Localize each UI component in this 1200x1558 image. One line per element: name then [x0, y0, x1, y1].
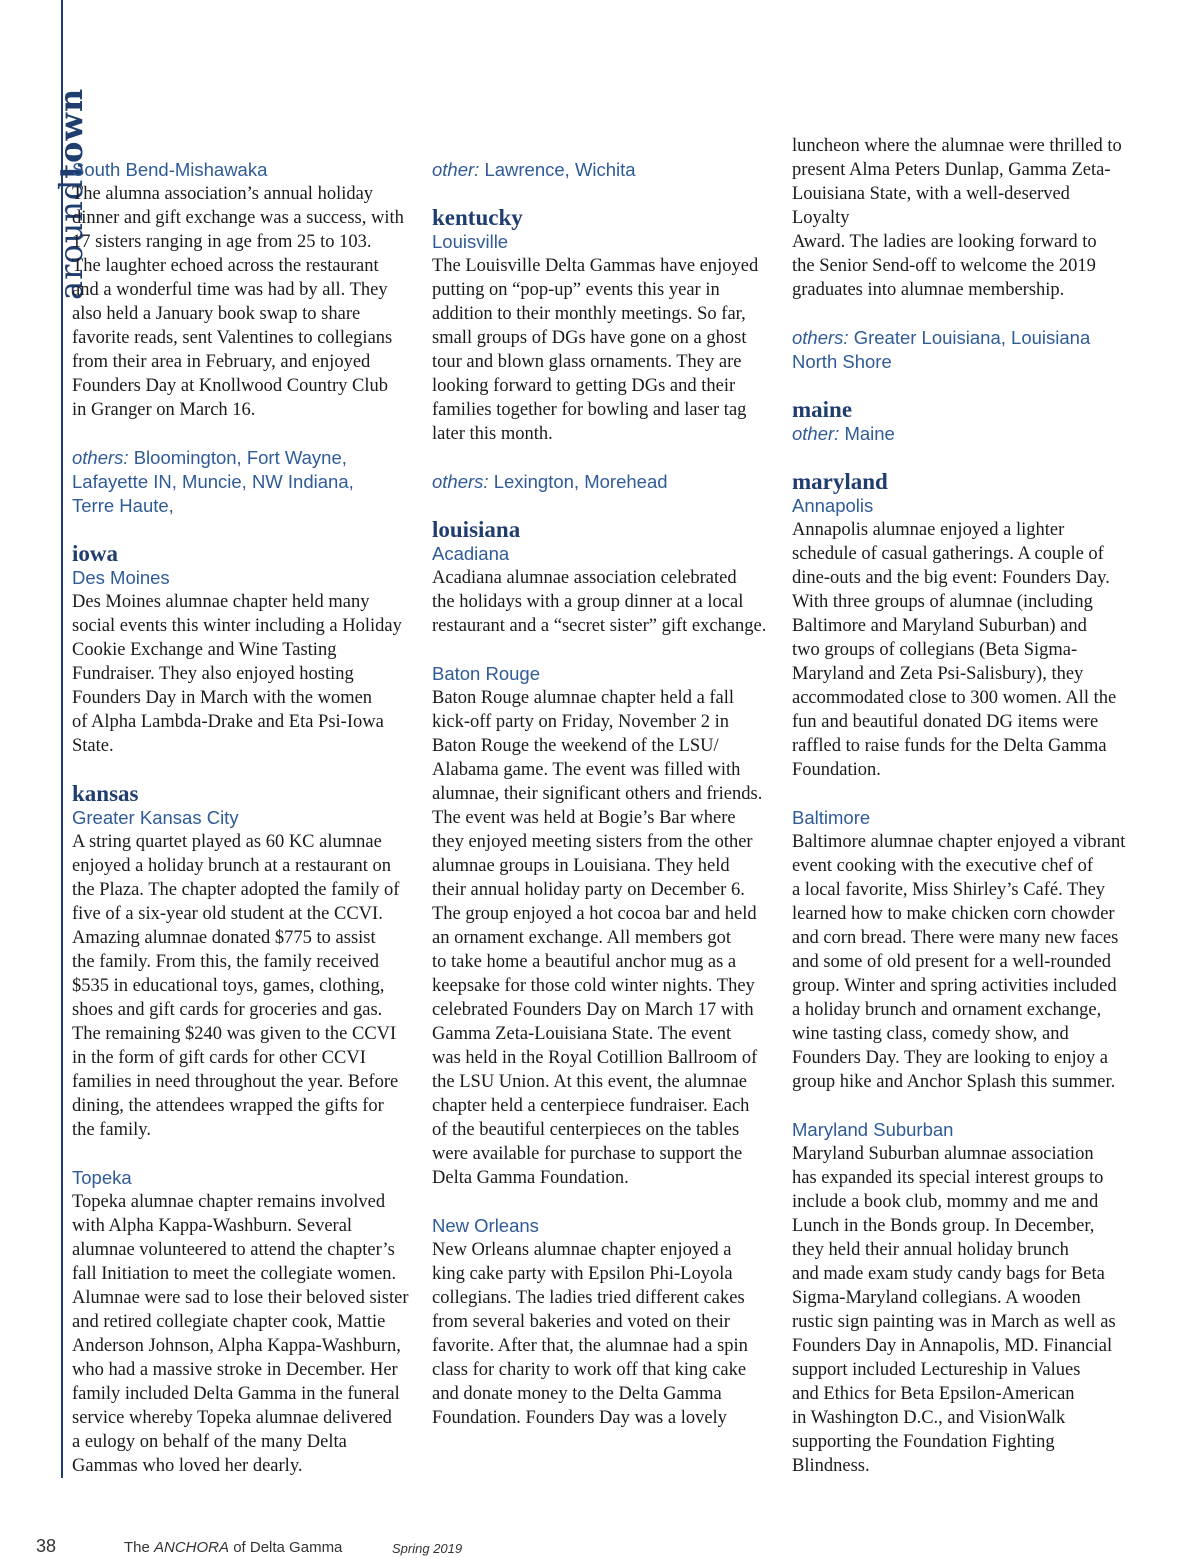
louisiana-others: others: Greater Louisiana, Louisiana North Shore: [792, 327, 1091, 372]
text-line: A string quartet played as 60 KC alumnae: [72, 832, 382, 852]
text-line: the family.: [72, 1120, 151, 1140]
text-line: restaurant and a “secret sister” gift exchange.: [432, 616, 767, 636]
text-line: rustic sign painting was in March as well as: [792, 1312, 1116, 1332]
text-line: event cooking with the executive chef of: [792, 856, 1094, 876]
text-line: Baltimore and Maryland Suburban) and: [792, 616, 1087, 636]
chapter-heading: Des Moines: [72, 567, 170, 588]
text-line: Des Moines alumnae chapter held many: [72, 592, 370, 612]
column-2: [432, 158, 772, 1430]
text-line: and Ethics for Beta Epsilon-American: [792, 1384, 1075, 1404]
column-1: [72, 158, 412, 1478]
entry-iowa: [72, 542, 412, 758]
chapter-heading: Baltimore: [792, 807, 871, 828]
entry-maryland-suburban: [792, 1118, 1132, 1478]
entry-body: [792, 830, 1132, 1094]
text-line: learned how to make chicken corn chowder: [792, 904, 1115, 924]
chapter-heading: Annapolis: [792, 495, 874, 516]
text-line: Sigma-Maryland collegians. A wooden: [792, 1288, 1081, 1308]
chapter-heading: New Orleans: [432, 1215, 539, 1236]
indiana-others: others: Bloomington, Fort Wayne, Lafayette IN, Muncie, NW Indiana, Terre Haute,: [72, 447, 354, 516]
text-line: Award. The ladies are looking forward to: [792, 232, 1097, 252]
chapter-heading: Louisville: [432, 231, 509, 252]
text-line: social events this winter including a Holiday: [72, 616, 402, 636]
state-heading: louisiana: [432, 517, 521, 542]
text-line: dine-outs and the big event: Founders Day.: [792, 568, 1110, 588]
text-line: Founders Day in Annapolis, MD. Financial: [792, 1336, 1113, 1356]
text-line: to take home a beautiful anchor mug as a: [432, 952, 737, 972]
text-line: addition to their monthly meetings. So far,: [432, 304, 746, 324]
entry-maryland: [792, 470, 1132, 782]
text-line: Foundation.: [792, 760, 881, 780]
text-line: alumnae volunteered to attend the chapter’s: [72, 1240, 395, 1260]
text-line: keepsake for those cold winter nights. They: [432, 976, 755, 996]
text-line: support included Lectureship in Values: [792, 1360, 1081, 1380]
text-line: fun and beautiful donated DG items were: [792, 712, 1099, 732]
text-line: Baton Rouge alumnae chapter held a fall: [432, 688, 735, 708]
text-line: The remaining $240 was given to the CCVI: [72, 1024, 397, 1044]
text-line: graduates into alumnae membership.: [792, 280, 1065, 300]
others-label: others:: [72, 447, 129, 468]
text-line: Founders Day at Knollwood Country Club: [72, 376, 389, 396]
text-line: chapter held a centerpiece fundraiser. Each: [432, 1096, 750, 1116]
text-line: class for charity to work off that king cake: [432, 1360, 747, 1380]
text-line: State.: [72, 736, 114, 756]
text-line: celebrated Founders Day on March 17 with: [432, 1000, 754, 1020]
text-line: with Alpha Kappa-Washburn. Several: [72, 1216, 353, 1236]
text-line: Alabama game. The event was filled with: [432, 760, 741, 780]
entry-new-orleans: [432, 1214, 772, 1430]
text-line: alumnae, their significant others and friends.: [432, 784, 763, 804]
chapter-heading: Baton Rouge: [432, 663, 541, 684]
state-heading: maine: [792, 397, 853, 422]
text-line: group. Winter and spring activities included: [792, 976, 1117, 996]
text-line: New Orleans alumnae chapter enjoyed a: [432, 1240, 732, 1260]
text-line: Baton Rouge the weekend of the LSU/: [432, 736, 719, 756]
text-line: Foundation. Founders Day was a lovely: [432, 1408, 727, 1428]
entry-body-continued: [792, 134, 1132, 302]
publication-name: The ANCHORA of Delta Gamma: [124, 1539, 343, 1556]
text-line: enjoyed a holiday brunch at a restaurant on: [72, 856, 392, 876]
entry-louisiana: [432, 518, 772, 638]
entry-baltimore: [792, 806, 1132, 1094]
text-line: Alumnae were sad to lose their beloved sister: [72, 1288, 409, 1308]
text-line: Topeka alumnae chapter remains involved: [72, 1192, 386, 1212]
text-line: Maryland and Zeta Psi-Salisbury), they: [792, 664, 1084, 684]
text-line: dining, the attendees wrapped the gifts for: [72, 1096, 384, 1116]
text-line: the Senior Send-off to welcome the 2019: [792, 256, 1096, 276]
text-line: kick-off party on Friday, November 2 in: [432, 712, 729, 732]
text-line: two groups of collegians (Beta Sigma-: [792, 640, 1078, 660]
text-line: five of a six-year old student at the CCVI.: [72, 904, 383, 924]
text-line: 17 sisters ranging in age from 25 to 103.: [72, 232, 372, 252]
text-line: Acadiana alumnae association celebrated: [432, 568, 737, 588]
text-line: from several bakeries and voted on their: [432, 1312, 730, 1332]
entry-kansas: [72, 782, 412, 1142]
text-line: collegians. The ladies tried different cakes: [432, 1288, 745, 1308]
text-line: $535 in educational toys, games, clothing,: [72, 976, 385, 996]
entry-body: [72, 182, 412, 422]
text-line: fall Initiation to meet the collegiate women.: [72, 1264, 397, 1284]
kansas-other: other: Lawrence, Wichita: [432, 159, 636, 180]
text-line: the family. From this, the family received: [72, 952, 380, 972]
text-line: Cookie Exchange and Wine Tasting: [72, 640, 337, 660]
text-line: Blindness.: [792, 1456, 870, 1476]
page-number: 38: [36, 1536, 57, 1556]
text-line: also held a January book swap to share: [72, 304, 361, 324]
text-line: group hike and Anchor Splash this summer.: [792, 1072, 1116, 1092]
entry-body: [72, 1190, 412, 1478]
text-line: a holiday brunch and ornament exchange,: [792, 1000, 1102, 1020]
chapter-heading: Topeka: [72, 1167, 132, 1188]
text-line: Maryland Suburban alumnae association: [792, 1144, 1094, 1164]
text-line: Gammas who loved her dearly.: [72, 1456, 303, 1476]
text-line: luncheon where the alumnae were thrilled to: [792, 136, 1122, 156]
text-line: The event was held at Bogie’s Bar where: [432, 808, 736, 828]
state-heading: kentucky: [432, 205, 523, 230]
text-line: families together for bowling and laser tag: [432, 400, 747, 420]
text-line: king cake party with Epsilon Phi-Loyola: [432, 1264, 733, 1284]
text-line: tour and blown glass ornaments. They are: [432, 352, 742, 372]
text-line: were available for purchase to support the: [432, 1144, 743, 1164]
entry-body: [432, 254, 772, 446]
text-line: and made exam study candy bags for Beta: [792, 1264, 1105, 1284]
text-line: Founders Day. They are looking to enjoy a: [792, 1048, 1108, 1068]
entry-maine: maine other: Maine: [792, 398, 1132, 446]
text-line: Delta Gamma Foundation.: [432, 1168, 629, 1188]
entry-kentucky: [432, 206, 772, 446]
text-line: favorite reads, sent Valentines to collegians: [72, 328, 393, 348]
text-line: in the form of gift cards for other CCVI: [72, 1048, 366, 1068]
chapter-heading: Greater Kansas City: [72, 807, 239, 828]
text-line: alumnae groups in Louisiana. They held: [432, 856, 730, 876]
text-line: an ornament exchange. All members got: [432, 928, 731, 948]
text-line: a eulogy on behalf of the many Delta: [72, 1432, 347, 1452]
text-line: and donate money to the Delta Gamma: [432, 1384, 722, 1404]
text-line: raffled to raise funds for the Delta Gamma: [792, 736, 1107, 756]
text-line: wine tasting class, comedy show, and: [792, 1024, 1069, 1044]
text-line: accommodated close to 300 women. All the: [792, 688, 1117, 708]
entry-body: [432, 686, 772, 1190]
text-line: Lunch in the Bonds group. In December,: [792, 1216, 1095, 1236]
text-line: of Alpha Lambda-Drake and Eta Psi-Iowa: [72, 712, 384, 732]
text-line: Louisiana State, with a well-deserved Loyalty: [792, 184, 1070, 228]
chapter-heading: Maryland Suburban: [792, 1119, 954, 1140]
text-line: Annapolis alumnae enjoyed a lighter: [792, 520, 1065, 540]
entry-body: [792, 518, 1132, 782]
text-line: Founders Day in March with the women: [72, 688, 373, 708]
text-line: The group enjoyed a hot cocoa bar and held: [432, 904, 757, 924]
text-line: later this month.: [432, 424, 553, 444]
entry-body: [792, 1142, 1132, 1478]
chapter-heading: Acadiana: [432, 543, 510, 564]
text-line: The laughter echoed across the restaurant: [72, 256, 379, 276]
text-line: The Louisville Delta Gammas have enjoyed: [432, 256, 759, 276]
text-line: The alumna association’s annual holiday: [72, 184, 374, 204]
text-line: the holidays with a group dinner at a local: [432, 592, 744, 612]
entry-baton-rouge: [432, 662, 772, 1190]
section-tag: aroundtown: [52, 87, 90, 300]
kentucky-others: others: Lexington, Morehead: [432, 471, 668, 492]
text-line: looking forward to getting DGs and their: [432, 376, 736, 396]
text-line: families in need throughout the year. Before: [72, 1072, 399, 1092]
text-line: putting on “pop-up” events this year in: [432, 280, 720, 300]
text-line: and some of old present for a well-rounded: [792, 952, 1112, 972]
text-line: and retired collegiate chapter cook, Mattie: [72, 1312, 386, 1332]
chapter-heading: South Bend-Mishawaka: [72, 159, 268, 180]
text-line: Fundraiser. They also enjoyed hosting: [72, 664, 354, 684]
text-line: they held their annual holiday brunch: [792, 1240, 1069, 1260]
text-line: family included Delta Gamma in the funeral: [72, 1384, 400, 1404]
entry-body: [72, 590, 412, 758]
text-line: in Washington D.C., and VisionWalk: [792, 1408, 1066, 1428]
text-line: Gamma Zeta-Louisiana State. The event: [432, 1024, 732, 1044]
text-line: Anderson Johnson, Alpha Kappa-Washburn,: [72, 1336, 401, 1356]
text-line: they enjoyed meeting sisters from the other: [432, 832, 753, 852]
text-line: and corn bread. There were many new faces: [792, 928, 1119, 948]
text-line: a local favorite, Miss Shirley’s Café. They: [792, 880, 1106, 900]
text-line: was held in the Royal Cotillion Ballroom of: [432, 1048, 758, 1068]
text-line: has expanded its special interest groups to: [792, 1168, 1104, 1188]
state-heading: maryland: [792, 469, 888, 494]
entry-body: [72, 830, 412, 1142]
text-line: shoes and gift cards for groceries and gas.: [72, 1000, 383, 1020]
entry-body: [432, 1238, 772, 1430]
text-line: With three groups of alumnae (including: [792, 592, 1093, 612]
text-line: dinner and gift exchange was a success, with: [72, 208, 404, 228]
text-line: their annual holiday party on December 6.: [432, 880, 745, 900]
text-line: small groups of DGs have gone on a ghost: [432, 328, 747, 348]
text-line: schedule of casual gatherings. A couple of: [792, 544, 1104, 564]
state-heading: iowa: [72, 541, 118, 566]
text-line: favorite. After that, the alumnae had a spin: [432, 1336, 748, 1356]
text-line: include a book club, mommy and me and: [792, 1192, 1099, 1212]
entry-topeka: [72, 1166, 412, 1478]
text-line: the LSU Union. At this event, the alumnae: [432, 1072, 747, 1092]
entry-body: [432, 566, 772, 638]
text-line: Amazing alumnae donated $775 to assist: [72, 928, 376, 948]
text-line: who had a massive stroke in December. Her: [72, 1360, 398, 1380]
text-line: of the beautiful centerpieces on the tables: [432, 1120, 740, 1140]
text-line: from their area in February, and enjoyed: [72, 352, 371, 372]
state-heading: kansas: [72, 781, 139, 806]
text-line: and a wonderful time was had by all. They: [72, 280, 388, 300]
text-line: the Plaza. The chapter adopted the family of: [72, 880, 400, 900]
text-line: present Alma Peters Dunlap, Gamma Zeta-: [792, 160, 1111, 180]
issue-date: Spring 2019: [392, 1541, 463, 1556]
text-line: service whereby Topeka alumnae delivered: [72, 1408, 392, 1428]
text-line: in Granger on March 16.: [72, 400, 256, 420]
column-3: [792, 134, 1132, 1478]
text-line: Baltimore alumnae chapter enjoyed a vibrant: [792, 832, 1126, 852]
entry-south-bend: [72, 158, 412, 422]
text-line: supporting the Foundation Fighting: [792, 1432, 1055, 1452]
